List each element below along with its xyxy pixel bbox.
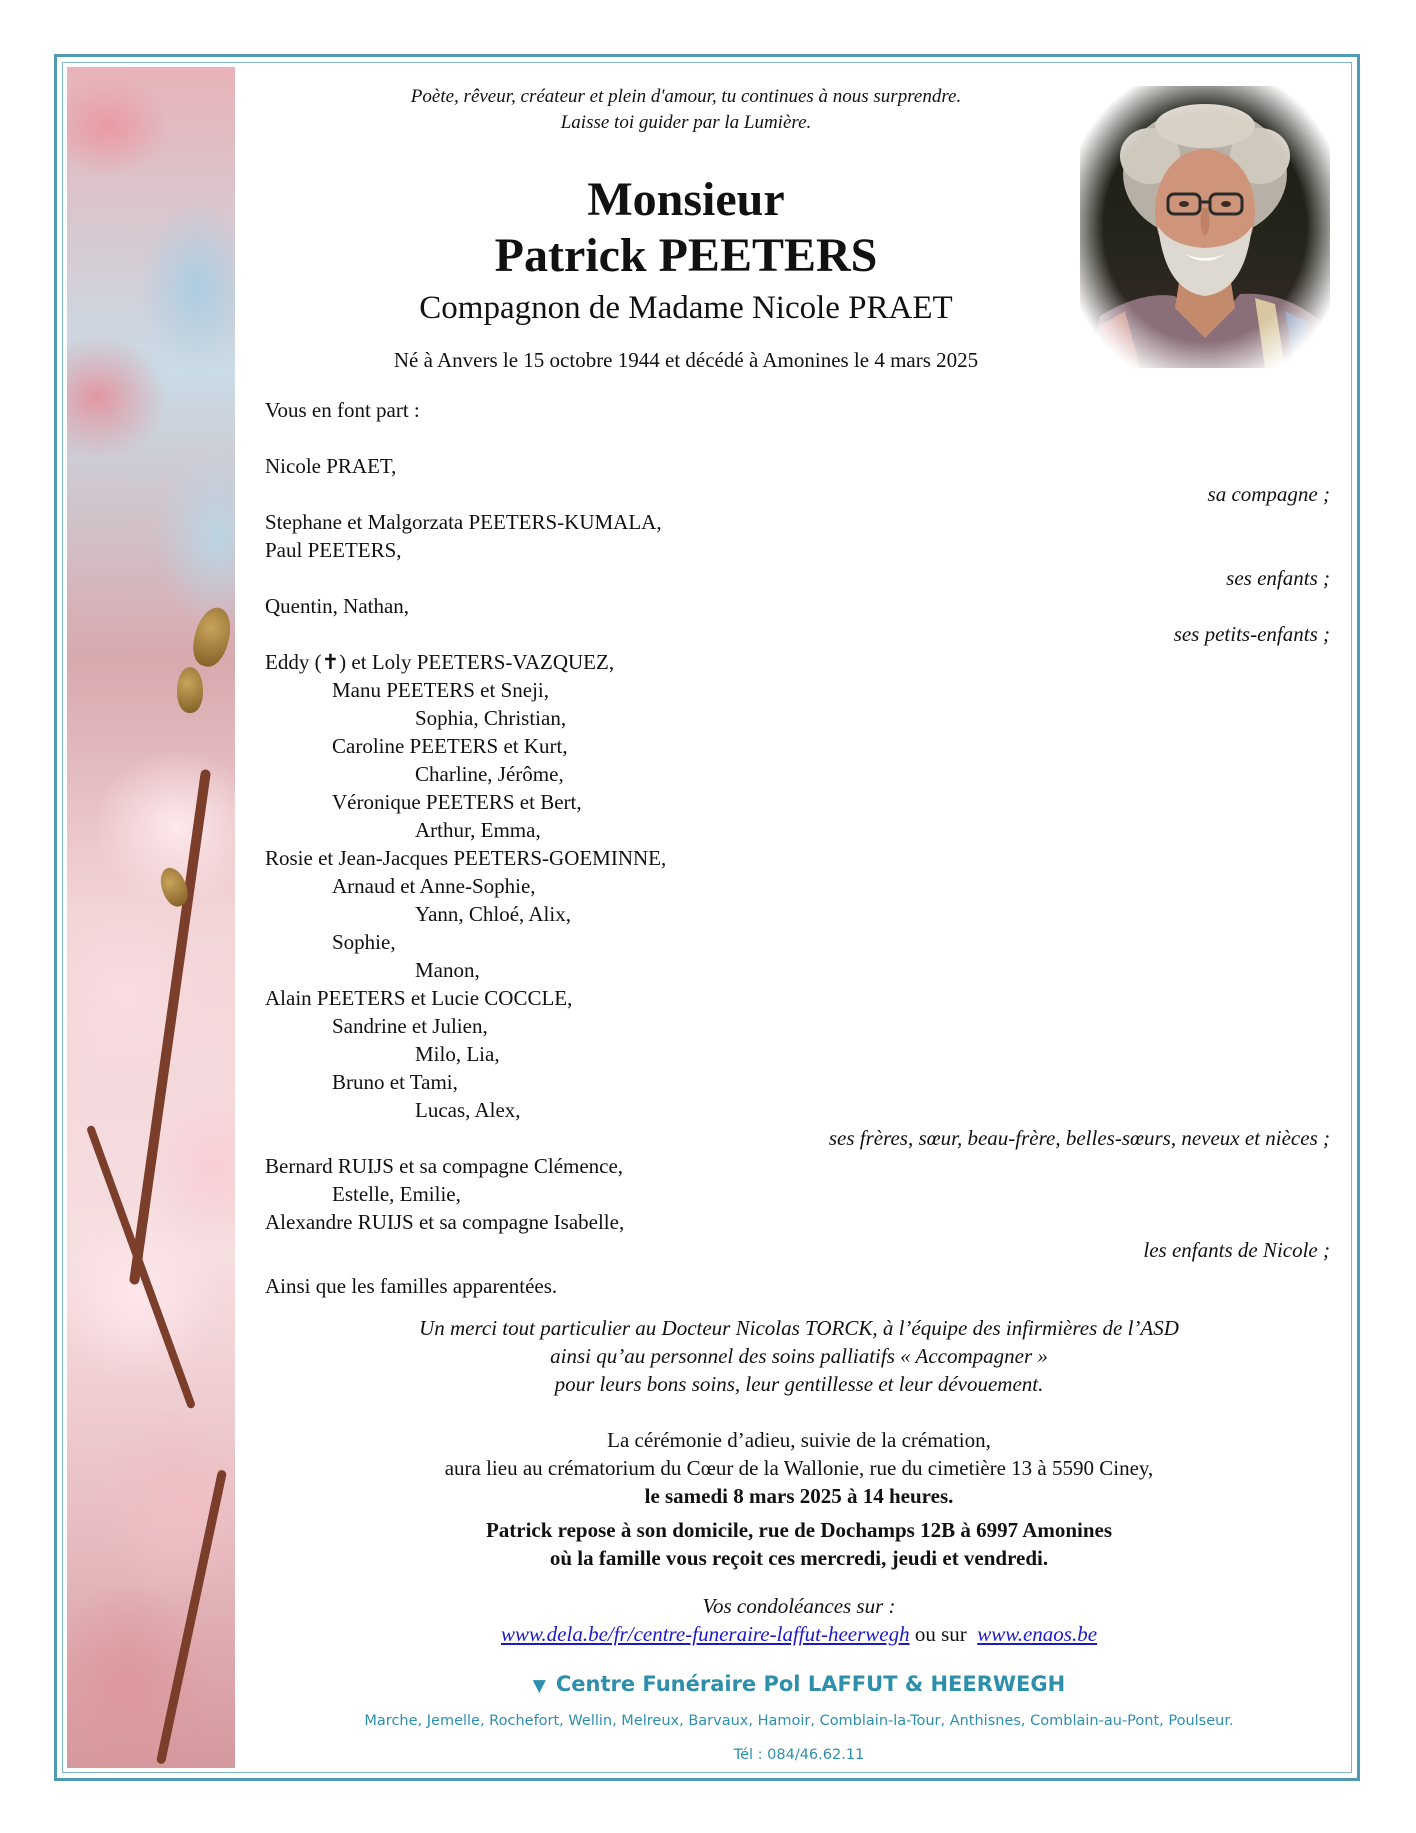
closing-line: Ainsi que les familles apparentées. (265, 1274, 558, 1298)
family-member-line: Véronique PEETERS et Bert, (332, 790, 582, 814)
rest-line-1: Patrick repose à son domicile, rue de Dochamps 12B à 6997 Amonines (485, 1518, 1113, 1542)
partner-name: Nicole PRAET, (265, 454, 397, 478)
honorific: Monsieur (587, 173, 785, 226)
grandchildren-relation: ses petits-enfants ; (1173, 622, 1330, 646)
condolences-links (263, 1620, 1335, 1648)
ceremony-date: le samedi 8 mars 2025 à 14 heures. (644, 1484, 954, 1508)
family-member-line: Yann, Chloé, Alix, (415, 902, 571, 926)
ceremony-line-1: La cérémonie d’adieu, suivie de la crémation, (607, 1428, 991, 1452)
enaos-link[interactable]: www.enaos.be (977, 1622, 1098, 1646)
family-member-line: Estelle, Emilie, (332, 1182, 461, 1206)
family-member-line: Alexandre RUIJS et sa compagne Isabelle, (265, 1210, 625, 1234)
epigraph (263, 84, 1109, 136)
family-member-line: Rosie et Jean-Jacques PEETERS-GOEMINNE, (265, 846, 667, 870)
child-line: Stephane et Malgorzata PEETERS-KUMALA, (265, 510, 662, 534)
funeral-home-towns: Marche, Jemelle, Rochefort, Wellin, Melreux, Barvaux, Hamoir, Comblain-la-Tour, Anthisnes, Comblain-au-Pont, Poulseur. (364, 1713, 1234, 1729)
thanks-block (263, 1314, 1335, 1398)
thanks-line-3: pour leurs bons soins, leur gentillesse et leur dévouement. (554, 1372, 1044, 1396)
cherry-blossom-strip (67, 67, 235, 1768)
rest-block (263, 1516, 1335, 1572)
condolences-label: Vos condoléances sur : (702, 1594, 896, 1618)
children-relation: ses enfants ; (1226, 566, 1330, 590)
family-member-line: Eddy (✝) et Loly PEETERS-VAZQUEZ, (265, 650, 615, 674)
family-member-line: Caroline PEETERS et Kurt, (332, 734, 568, 758)
rest-line-2: où la famille vous reçoit ces mercredi, jeudi et vendredi. (549, 1546, 1049, 1570)
epigraph-line-2: Laisse toi guider par la Lumière. (560, 112, 812, 133)
family-member-line: Lucas, Alex, (415, 1098, 521, 1122)
family-member-line: Manon, (415, 958, 480, 982)
intro-text: Vous en font part : (265, 398, 420, 422)
siblings-list (265, 648, 666, 1124)
family-member-line: Sandrine et Julien, (332, 1014, 488, 1038)
family-member-line: Sophie, (332, 930, 396, 954)
funeral-home-label: Centre Funéraire Pol LAFFUT & HEERWEGH (555, 1672, 1066, 1696)
funeral-home-name (263, 1672, 1335, 1696)
ceremony-block (263, 1426, 1335, 1510)
family-member-line: Milo, Lia, (415, 1042, 500, 1066)
children-list (265, 508, 662, 564)
dela-link[interactable]: www.dela.be/fr/centre-funeraire-laffut-heerwegh (500, 1622, 910, 1646)
companion-line: Compagnon de Madame Nicole PRAET (419, 290, 953, 326)
nicole-children-relation: les enfants de Nicole ; (1143, 1238, 1330, 1262)
condolences-block (263, 1592, 1335, 1648)
partner-relation: sa compagne ; (1207, 482, 1330, 506)
grandchildren-names: Quentin, Nathan, (265, 594, 410, 618)
funeral-home-phone: Tél : 084/46.62.11 (733, 1747, 865, 1763)
ceremony-line-2: aura lieu au crématorium du Cœur de la Wallonie, rue du cimetière 13 à 5590 Ciney, (444, 1456, 1154, 1480)
family-member-line: Charline, Jérôme, (415, 762, 564, 786)
family-member-line: Bruno et Tami, (332, 1070, 458, 1094)
family-member-line: Arthur, Emma, (415, 818, 541, 842)
family-member-line: Alain PEETERS et Lucie COCCLE, (265, 986, 573, 1010)
family-member-line: Arnaud et Anne-Sophie, (332, 874, 536, 898)
epigraph-line-1: Poète, rêveur, créateur et plein d'amour, tu continues à nous surprendre. (410, 86, 962, 107)
deceased-name: Patrick PEETERS (494, 229, 878, 282)
thanks-line-1: Un merci tout particulier au Docteur Nicolas TORCK, à l’équipe des infirmières de l’ASD (419, 1316, 1179, 1340)
thanks-line-2: ainsi qu’au personnel des soins palliatifs « Accompagner » (550, 1344, 1048, 1368)
triangle-down-icon: ▼ (532, 1676, 546, 1696)
family-member-line: Bernard RUIJS et sa compagne Clémence, (265, 1154, 624, 1178)
family-member-line: Sophia, Christian, (415, 706, 567, 730)
nicole-children-list (265, 1152, 624, 1236)
siblings-relation: ses frères, sœur, beau-frère, belles-sœurs, neveux et nièces ; (828, 1126, 1330, 1150)
link-separator: ou sur (914, 1622, 967, 1646)
portrait-photo (1080, 86, 1330, 368)
birth-death-line: Né à Anvers le 15 octobre 1944 et décédé à Amonines le 4 mars 2025 (393, 348, 979, 372)
family-member-line: Manu PEETERS et Sneji, (332, 678, 549, 702)
child-line: Paul PEETERS, (265, 538, 402, 562)
